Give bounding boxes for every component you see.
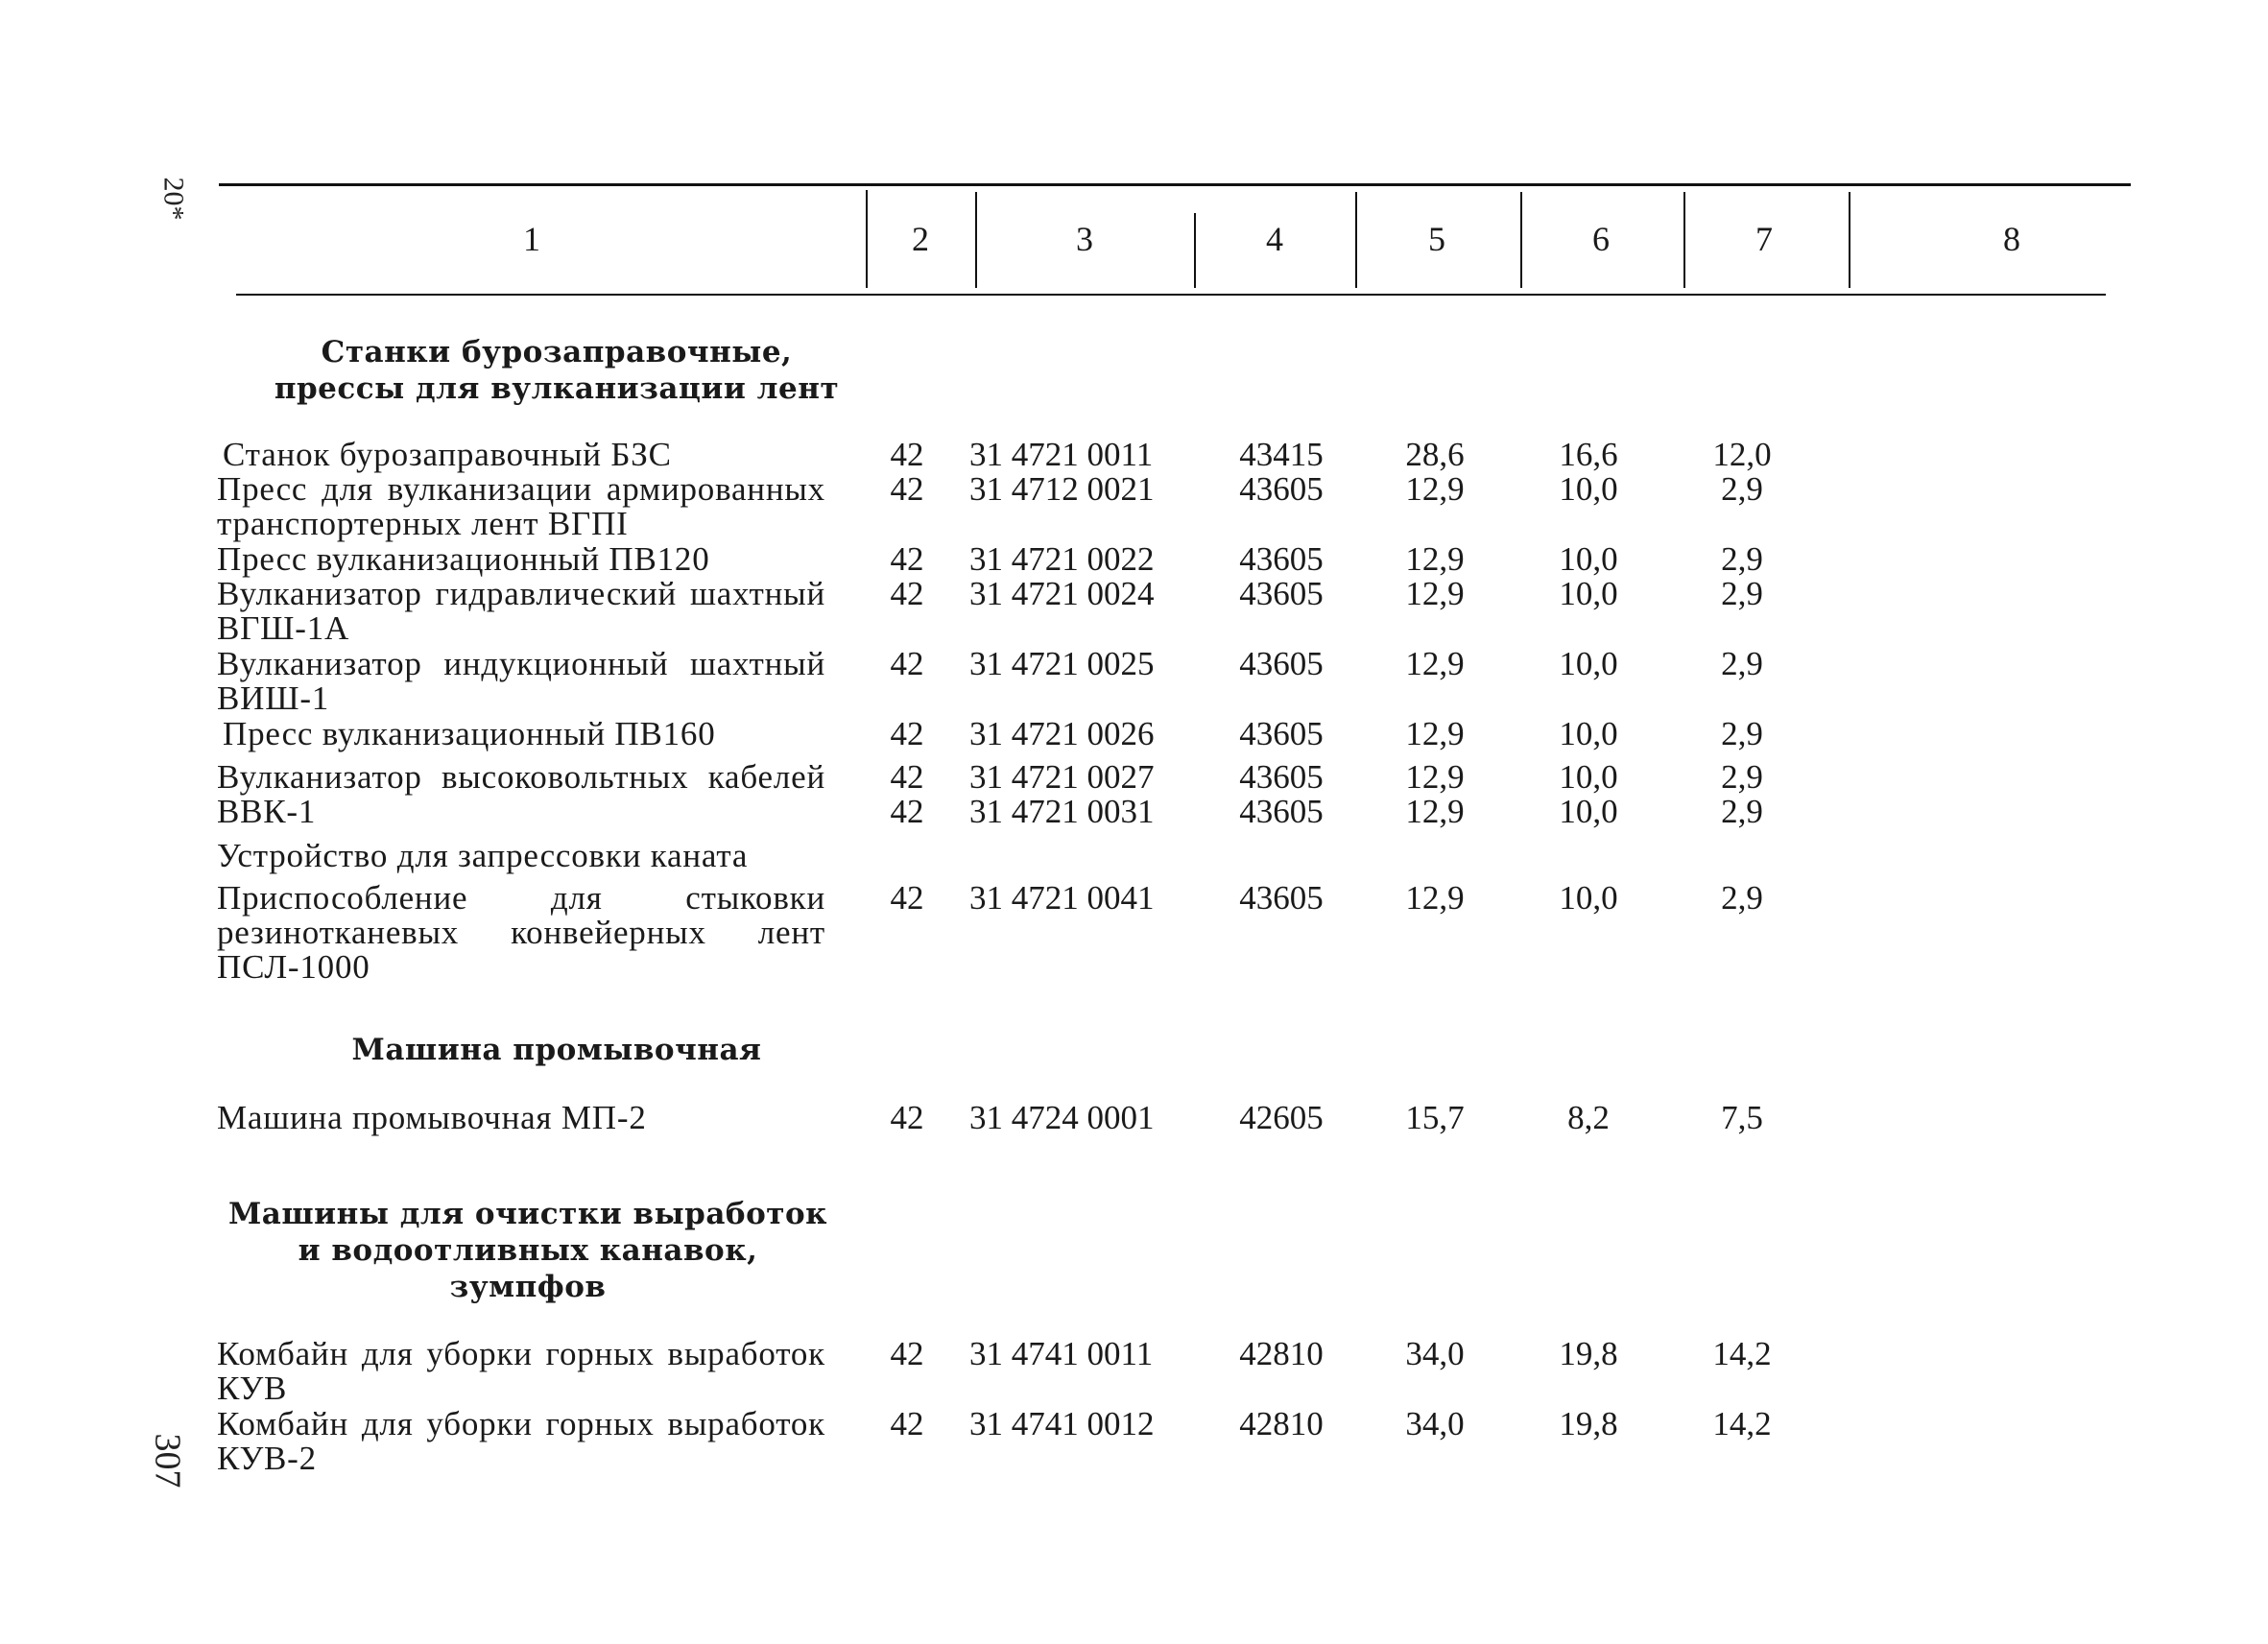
item-name: Вулканизатор гидравлический шахтный ВГШ-1А — [217, 575, 825, 647]
column-divider — [1849, 192, 1850, 288]
cell-col-2: 42 — [890, 758, 924, 796]
column-header-5: 5 — [1428, 220, 1445, 258]
cell-col-4: 43605 — [1239, 470, 1324, 508]
side-page-number: 307 — [147, 1433, 188, 1489]
cell-col-7: 2,9 — [1721, 540, 1763, 578]
section-title-line: Станки бурозаправочные, — [321, 335, 793, 369]
cell-col-2: 42 — [890, 715, 924, 752]
cell-col-4: 42605 — [1239, 1099, 1324, 1136]
column-header-3: 3 — [1076, 220, 1093, 258]
item-name: Вулканизатор высоковольтных кабелей ВВК-1 — [217, 758, 825, 830]
cell-col-5: 12,9 — [1405, 715, 1465, 752]
cell-col-3: 31 4721 0011 — [969, 436, 1154, 473]
column-header-2: 2 — [912, 220, 929, 258]
cell-col-4: 43605 — [1239, 879, 1324, 917]
cell-col-4: 42810 — [1239, 1335, 1324, 1372]
cell-col-7: 2,9 — [1721, 575, 1763, 612]
section-title-line: прессы для вулканизации лент — [274, 371, 840, 406]
cell-col-3: 31 4741 0011 — [969, 1335, 1154, 1372]
column-divider — [1194, 213, 1196, 288]
cell-col-7: 2,9 — [1721, 758, 1763, 796]
cell-col-6: 19,8 — [1559, 1405, 1618, 1442]
cell-col-6: 10,0 — [1559, 715, 1618, 752]
cell-col-4: 43415 — [1239, 436, 1324, 473]
cell-col-5: 34,0 — [1405, 1335, 1465, 1372]
cell-col-4: 42810 — [1239, 1405, 1324, 1442]
column-divider — [1520, 192, 1522, 288]
cell-col-2: 42 — [890, 575, 924, 612]
cell-col-6: 10,0 — [1559, 758, 1618, 796]
cell-col-7: 2,9 — [1721, 879, 1763, 917]
cell-col-5: 34,0 — [1405, 1405, 1465, 1442]
column-divider — [975, 192, 977, 288]
cell-col-7: 2,9 — [1721, 793, 1763, 830]
cell-col-2: 42 — [890, 540, 924, 578]
cell-col-6: 10,0 — [1559, 575, 1618, 612]
cell-col-3: 31 4721 0022 — [969, 540, 1155, 578]
cell-col-5: 12,9 — [1405, 540, 1465, 578]
section-title-line: и водоотливных канавок, — [298, 1233, 758, 1268]
cell-col-2: 42 — [890, 1099, 924, 1136]
cell-col-5: 12,9 — [1405, 470, 1465, 508]
cell-col-6: 10,0 — [1559, 879, 1618, 917]
cell-col-7: 2,9 — [1721, 715, 1763, 752]
column-header-7: 7 — [1755, 220, 1773, 258]
cell-col-4: 43605 — [1239, 645, 1324, 682]
cell-col-4: 43605 — [1239, 793, 1324, 830]
cell-col-6: 8,2 — [1567, 1099, 1610, 1136]
cell-col-2: 42 — [890, 436, 924, 473]
cell-col-3: 31 4724 0001 — [969, 1099, 1155, 1136]
cell-col-3: 31 4721 0027 — [969, 758, 1155, 796]
cell-col-6: 10,0 — [1559, 793, 1618, 830]
cell-col-7: 12,0 — [1712, 436, 1772, 473]
header-top-rule — [219, 183, 2131, 186]
item-name: Машина промывочная МП-2 — [217, 1099, 647, 1136]
section-title — [250, 334, 864, 407]
item-name: Пресс вулканизационный ПВ120 — [217, 540, 710, 578]
cell-col-7: 7,5 — [1721, 1099, 1763, 1136]
cell-col-2: 42 — [890, 879, 924, 917]
item-name: Пресс для вулканизации армированных транспортерных лент ВГПI — [217, 470, 825, 542]
cell-col-5: 12,9 — [1405, 879, 1465, 917]
cell-col-5: 28,6 — [1405, 436, 1465, 473]
cell-col-4: 43605 — [1239, 715, 1324, 752]
cell-col-7: 2,9 — [1721, 645, 1763, 682]
cell-col-5: 12,9 — [1405, 575, 1465, 612]
cell-col-2: 42 — [890, 1335, 924, 1372]
cell-col-3: 31 4741 0012 — [969, 1405, 1155, 1442]
column-header-6: 6 — [1592, 220, 1610, 258]
section-title — [221, 1196, 835, 1305]
cell-col-2: 42 — [890, 470, 924, 508]
cell-col-6: 19,8 — [1559, 1335, 1618, 1372]
cell-col-7: 14,2 — [1712, 1405, 1772, 1442]
cell-col-7: 2,9 — [1721, 470, 1763, 508]
cell-col-2: 42 — [890, 1405, 924, 1442]
cell-col-4: 43605 — [1239, 575, 1324, 612]
cell-col-6: 16,6 — [1559, 436, 1618, 473]
section-title-line: Машина промывочная — [351, 1033, 762, 1067]
section-title — [250, 1032, 864, 1068]
cell-col-5: 12,9 — [1405, 645, 1465, 682]
item-name: Устройство для запрессовки каната — [217, 837, 749, 874]
item-name: Комбайн для уборки горных выработок КУВ-2 — [217, 1405, 825, 1477]
column-divider — [866, 190, 868, 288]
cell-col-4: 43605 — [1239, 758, 1324, 796]
item-name: Приспособление для стыковки резинотканевых конвейерных лент ПСЛ-1000 — [217, 879, 825, 986]
cell-col-3: 31 4721 0026 — [969, 715, 1155, 752]
cell-col-5: 15,7 — [1405, 1099, 1465, 1136]
cell-col-6: 10,0 — [1559, 645, 1618, 682]
cell-col-3: 31 4721 0025 — [969, 645, 1155, 682]
cell-col-5: 12,9 — [1405, 793, 1465, 830]
page-top-mark: 20* — [157, 177, 190, 221]
section-title-line: Машины для очистки выработок — [227, 1197, 828, 1231]
cell-col-6: 10,0 — [1559, 470, 1618, 508]
item-name: Пресс вулканизационный ПВ160 — [223, 715, 716, 752]
column-header-4: 4 — [1266, 220, 1283, 258]
item-name: Вулканизатор индукционный шахтный ВИШ-1 — [217, 645, 825, 717]
cell-col-4: 43605 — [1239, 540, 1324, 578]
cell-col-6: 10,0 — [1559, 540, 1618, 578]
column-divider — [1355, 192, 1357, 288]
section-title-line: зумпфов — [449, 1270, 607, 1304]
header-bottom-rule — [236, 294, 2106, 296]
cell-col-3: 31 4721 0031 — [969, 793, 1155, 830]
cell-col-5: 12,9 — [1405, 758, 1465, 796]
item-name: Комбайн для уборки горных выработок КУВ — [217, 1335, 825, 1407]
cell-col-2: 42 — [890, 645, 924, 682]
cell-col-3: 31 4721 0041 — [969, 879, 1155, 917]
item-name: Станок бурозаправочный БЗС — [223, 436, 672, 473]
cell-col-2: 42 — [890, 793, 924, 830]
column-header-1: 1 — [523, 220, 540, 258]
column-header-8: 8 — [2003, 220, 2020, 258]
cell-col-3: 31 4721 0024 — [969, 575, 1155, 612]
cell-col-3: 31 4712 0021 — [969, 470, 1155, 508]
column-divider — [1683, 192, 1685, 288]
cell-col-7: 14,2 — [1712, 1335, 1772, 1372]
